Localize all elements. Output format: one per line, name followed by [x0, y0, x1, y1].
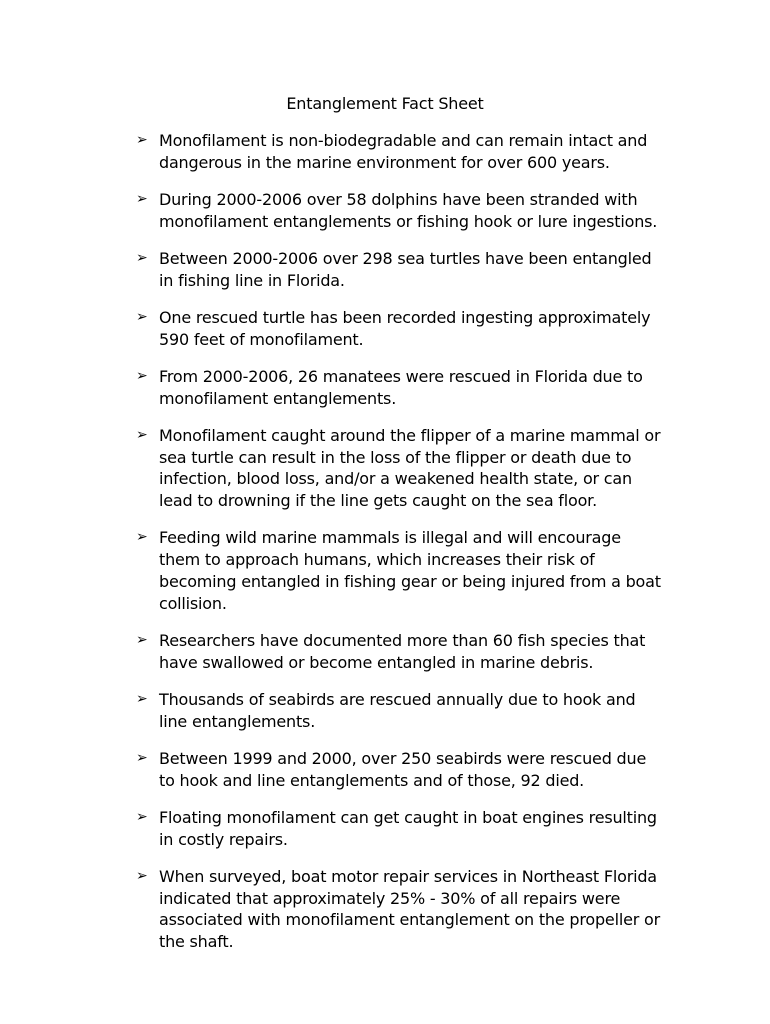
fact-text: Monofilament is non-biodegradable and can remain intact and dangerous in the marine environment for over 600 years. [159, 131, 648, 172]
fact-text: One rescued turtle has been recorded ingesting approximately 590 feet of monofilament. [159, 308, 651, 349]
list-item [134, 366, 664, 409]
list-item [134, 689, 664, 732]
fact-text: Feeding wild marine mammals is illegal and will encourage them to approach humans, which increases their risk of becoming entangled in fishing gear or being injured from a boat collision. [159, 528, 661, 613]
fact-text: Between 1999 and 2000, over 250 seabirds were rescued due to hook and line entanglements and of those, 92 died. [159, 748, 647, 790]
fact-text: When surveyed, boat motor repair services in Northeast Florida indicated that approximately 25% - 30% of all repairs were associated with monofilament entanglement on the propeller or the shaft. [159, 866, 660, 951]
fact-text: Floating monofilament can get caught in boat engines resulting in costly repairs. [159, 807, 657, 849]
list-item [134, 189, 664, 232]
arrowhead-bullet-icon: ➢ [136, 529, 148, 546]
arrowhead-bullet-icon: ➢ [136, 427, 148, 443]
arrowhead-bullet-icon: ➢ [136, 250, 148, 266]
list-item [134, 248, 664, 291]
fact-text: From 2000-2006, 26 manatees were rescued in Florida due to monofilament entanglements. [159, 367, 643, 408]
list-item [134, 527, 664, 614]
list-item [134, 807, 664, 850]
list-item [134, 866, 664, 953]
list-item [134, 630, 664, 673]
fact-text: Between 2000-2006 over 298 sea turtles have been entangled in fishing line in Florida. [159, 249, 652, 290]
fact-text: Thousands of seabirds are rescued annually due to hook and line entanglements. [159, 689, 636, 731]
fact-text: During 2000-2006 over 58 dolphins have been stranded with monofilament entanglements or fishing hook or lure ingestions. [159, 190, 658, 231]
list-item [134, 425, 664, 512]
arrowhead-bullet-icon: ➢ [136, 808, 148, 825]
fact-text: Researchers have documented more than 60 fish species that have swallowed or become entangled in marine debris. [159, 630, 646, 672]
fact-list [134, 130, 664, 968]
list-item [134, 307, 664, 350]
page-title: Entanglement Fact Sheet [286, 94, 484, 113]
arrowhead-bullet-icon: ➢ [136, 191, 148, 207]
list-item [134, 748, 664, 791]
list-item [134, 130, 664, 173]
arrowhead-bullet-icon: ➢ [136, 749, 148, 766]
fact-text: Monofilament caught around the flipper of a marine mammal or sea turtle can result in the loss of the flipper or death due to infection, blood loss, and/or a weakened health state, or can lead to drowning if the line gets caught on the sea floor. [159, 426, 661, 511]
arrowhead-bullet-icon: ➢ [136, 631, 148, 648]
arrowhead-bullet-icon: ➢ [136, 690, 148, 707]
arrowhead-bullet-icon: ➢ [136, 368, 148, 384]
arrowhead-bullet-icon: ➢ [136, 867, 148, 884]
arrowhead-bullet-icon: ➢ [136, 132, 148, 148]
arrowhead-bullet-icon: ➢ [136, 309, 148, 325]
